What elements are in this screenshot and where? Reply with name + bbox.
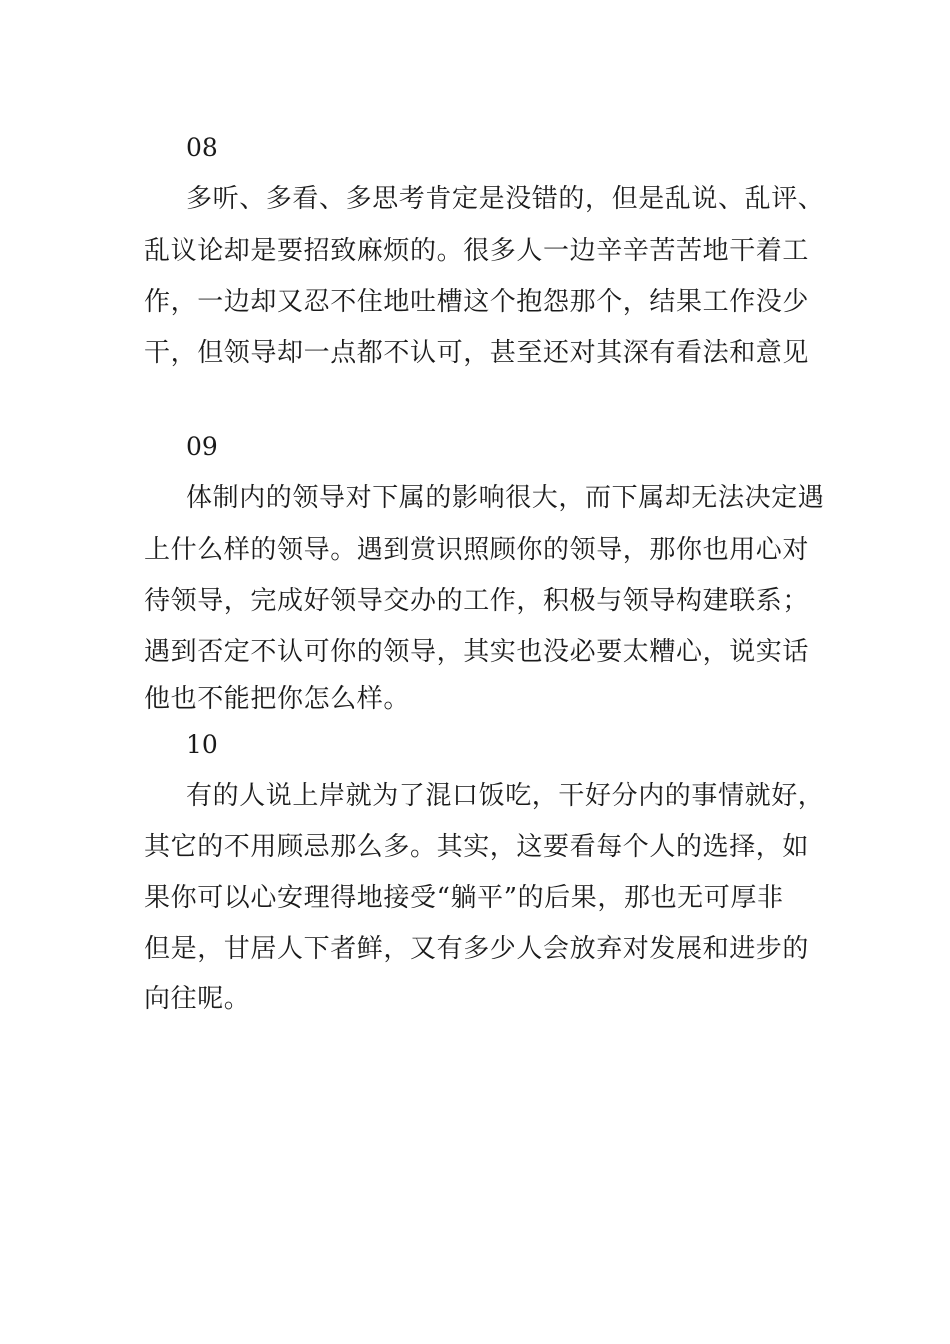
paragraph-line: 他也不能把你怎么样。 (144, 684, 411, 714)
section-number-09: 09 (186, 432, 218, 461)
paragraph-line: 上什么样的领导。遇到赏识照顾你的领导，那你也用心对 (144, 535, 810, 565)
paragraph-line: 有的人说上岸就为了混口饭吃，干好分内的事情就好， (186, 781, 825, 811)
section-number-10: 10 (186, 730, 218, 759)
paragraph-line: 作，一边却又忍不住地吐槽这个抱怨那个，结果工作没少 (144, 287, 810, 317)
paragraph-line: 但是，甘居人下者鲜，又有多少人会放弃对发展和进步的 (144, 934, 810, 964)
paragraph-line: 向往呢。 (144, 984, 251, 1014)
paragraph-line: 待领导，完成好领导交办的工作，积极与领导构建联系； (144, 586, 810, 616)
paragraph-line: 果你可以心安理得地接受“躺平”的后果，那也无可厚非 (144, 883, 784, 913)
section-number-08: 08 (186, 133, 218, 162)
paragraph-line: 乱议论却是要招致麻烦的。很多人一边辛辛苦苦地干着工 (144, 236, 810, 266)
paragraph-line: 其它的不用顾忌那么多。其实，这要看每个人的选择，如 (144, 832, 810, 862)
paragraph-line: 多听、多看、多思考肯定是没错的，但是乱说、乱评、 (186, 184, 825, 214)
paragraph-line: 干，但领导却一点都不认可，甚至还对其深有看法和意见 (144, 338, 810, 368)
paragraph-line: 体制内的领导对下属的影响很大，而下属却无法决定遇 (186, 483, 825, 513)
paragraph-line: 遇到否定不认可你的领导，其实也没必要太糟心，说实话 (144, 637, 810, 667)
